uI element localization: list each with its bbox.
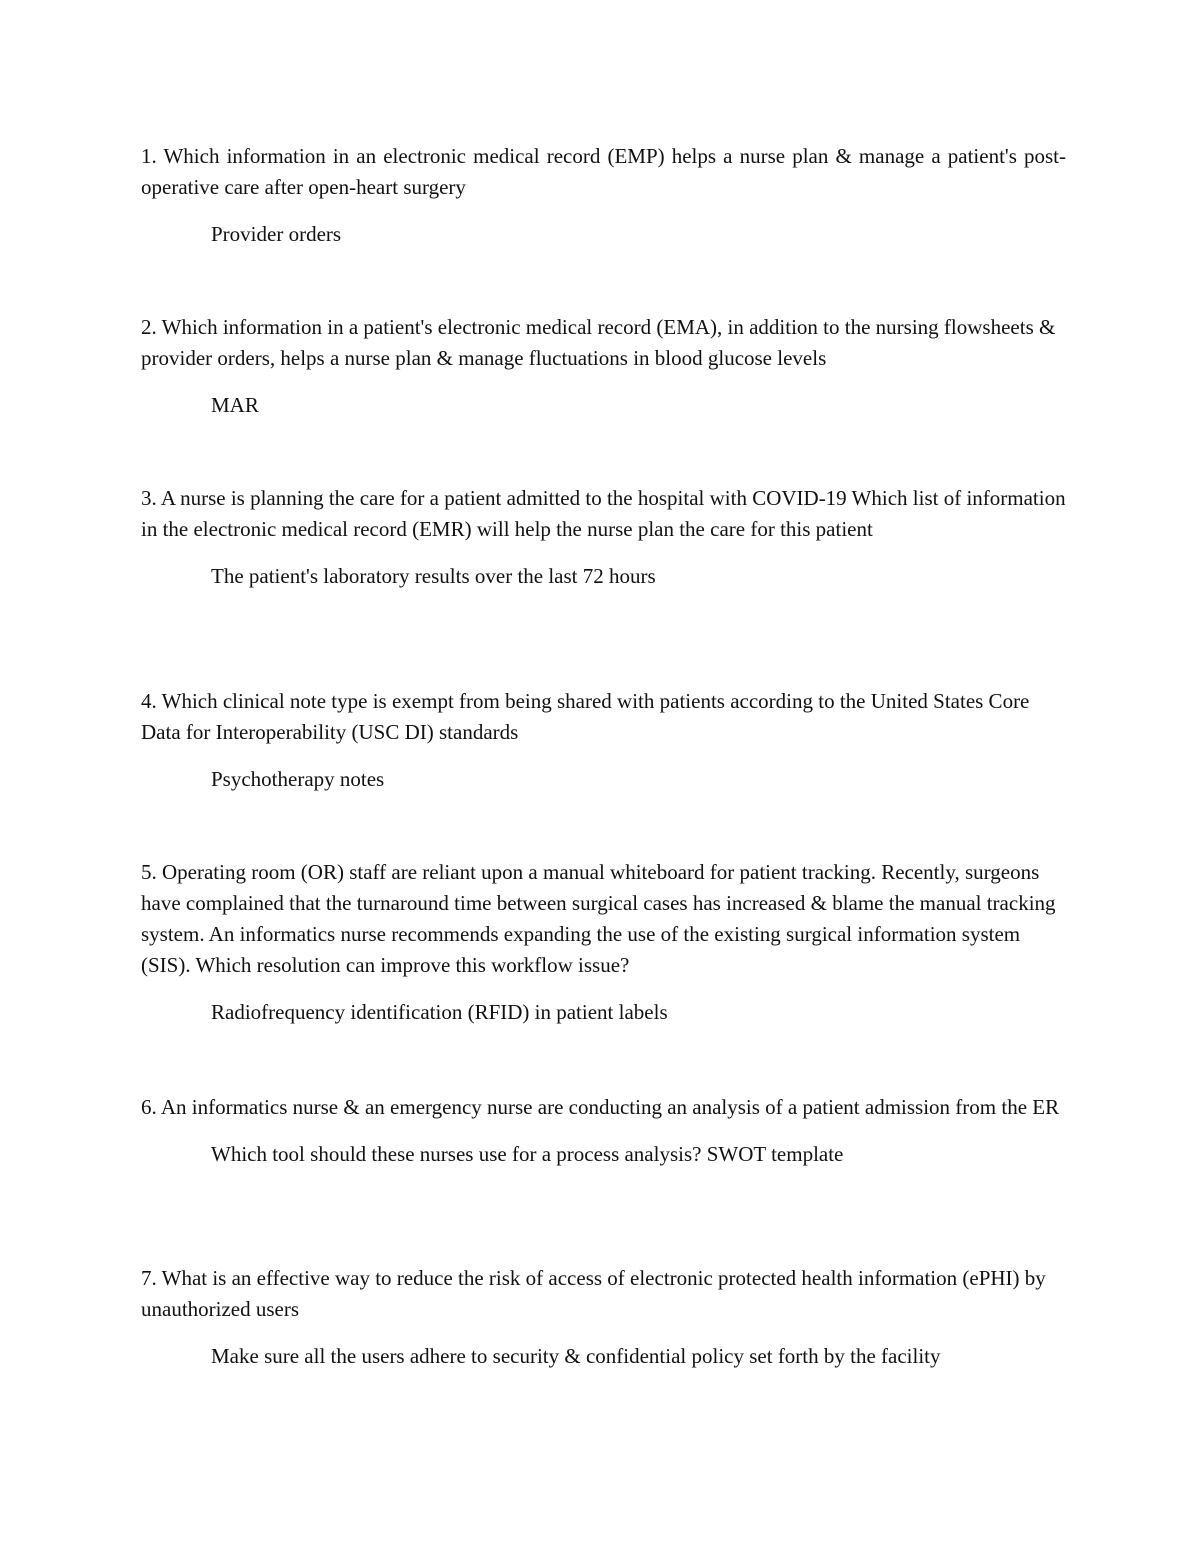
question-block-4 <box>141 686 1066 795</box>
answer-text: Radiofrequency identification (RFID) in patient labels <box>211 1000 668 1024</box>
answer-text: Provider orders <box>211 222 342 246</box>
answer-text: Which tool should these nurses use for a process analysis? SWOT template <box>211 1142 844 1166</box>
question-text: 5. Operating room (OR) staff are reliant upon a manual whiteboard for patient tracking. Recently, surgeons have complained that the turnaround time between surgical cases has increased & blame the manual tracking system. An informatics nurse recommends expanding the use of the existing surgical information system (SIS). Which resolution can improve this workflow issue? <box>141 860 1056 977</box>
answer-text: Make sure all the users adhere to security & confidential policy set forth by the facility <box>211 1344 941 1368</box>
answer-text: MAR <box>211 393 259 417</box>
question-text: 2. Which information in a patient's electronic medical record (EMA), in addition to the nursing flowsheets & provider orders, helps a nurse plan & manage fluctuations in blood glucose levels <box>141 315 1056 370</box>
answer-text: Psychotherapy notes <box>211 767 385 791</box>
question-text: 4. Which clinical note type is exempt from being shared with patients according to the United States Core Data for Interoperability (USC DI) standards <box>141 689 1030 744</box>
question-block-6 <box>141 1092 1066 1170</box>
question-block-1 <box>141 141 1066 250</box>
question-block-5 <box>141 857 1066 1028</box>
question-block-2 <box>141 312 1066 421</box>
answer-text: The patient's laboratory results over the last 72 hours <box>211 564 656 588</box>
question-text: 3. A nurse is planning the care for a patient admitted to the hospital with COVID-19 Which list of information in the electronic medical record (EMR) will help the nurse plan the care for this patient <box>141 486 1066 541</box>
question-text: 6. An informatics nurse & an emergency nurse are conducting an analysis of a patient admission from the ER <box>141 1095 1060 1119</box>
question-text: 7. What is an effective way to reduce the risk of access of electronic protected health information (ePHI) by unauthorized users <box>141 1266 1046 1321</box>
question-text: 1. Which information in an electronic medical record (EMP) helps a nurse plan & manage a patient's post-operative care after open-heart surgery <box>141 144 1066 199</box>
question-block-3 <box>141 483 1066 592</box>
question-block-7 <box>141 1263 1066 1372</box>
